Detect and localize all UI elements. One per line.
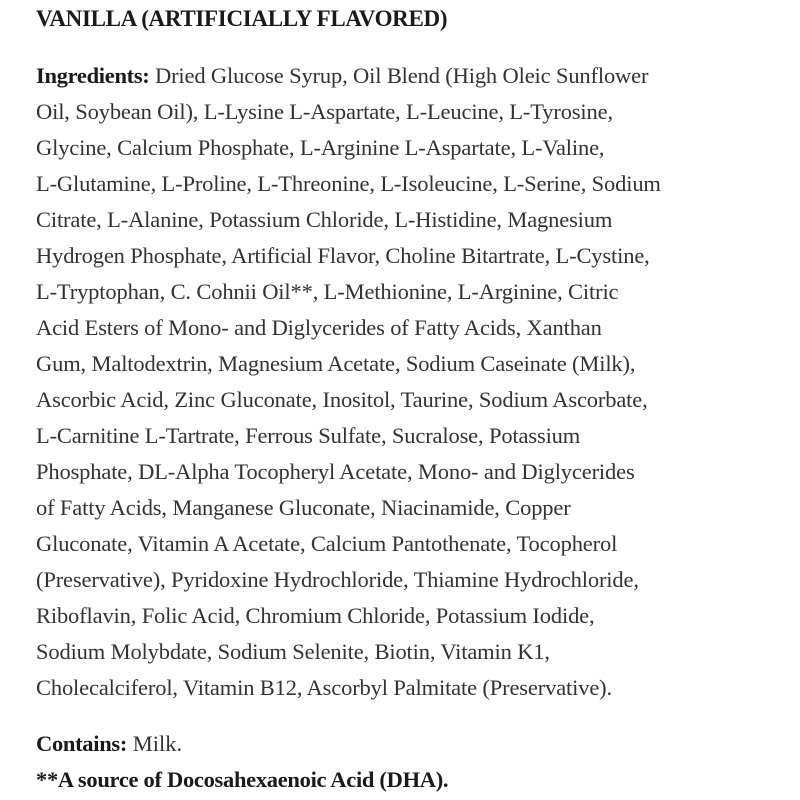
ingredients-line: Gluconate, Vitamin A Acetate, Calcium Pantothenate, Tocopherol [36,531,618,556]
ingredients-line: Ascorbic Acid, Zinc Gluconate, Inositol, Taurine, Sodium Ascorbate, [36,387,648,412]
ingredients-line: L-Tryptophan, C. Cohnii Oil**, L-Methionine, L-Arginine, Citric [36,279,619,304]
flavor-title: VANILLA (ARTIFICIALLY FLAVORED) [36,6,448,31]
dha-footnote: **A source of Docosahexaenoic Acid (DHA). [36,767,449,792]
ingredients-line: Sodium Molybdate, Sodium Selenite, Biotin, Vitamin K1, [36,639,550,664]
ingredients-block [36,58,776,706]
ingredients-line: of Fatty Acids, Manganese Gluconate, Niacinamide, Copper [36,495,571,520]
ingredients-line: L-Carnitine L-Tartrate, Ferrous Sulfate, Sucralose, Potassium [36,423,581,448]
contains-value: Milk. [127,731,183,756]
ingredients-line: Oil, Soybean Oil), L-Lysine L-Aspartate, L-Leucine, L-Tyrosine, [36,99,613,124]
ingredients-line: Acid Esters of Mono- and Diglycerides of Fatty Acids, Xanthan [36,315,602,340]
ingredients-line: Gum, Maltodextrin, Magnesium Acetate, Sodium Caseinate (Milk), [36,351,636,376]
ingredients-line: Phosphate, DL-Alpha Tocopheryl Acetate, Mono- and Diglycerides [36,459,635,484]
ingredients-line: Riboflavin, Folic Acid, Chromium Chloride, Potassium Iodide, [36,603,595,628]
ingredients-label: Ingredients: [36,63,150,88]
ingredients-line: L-Glutamine, L-Proline, L-Threonine, L-Isoleucine, L-Serine, Sodium [36,171,661,196]
ingredients-line [36,58,776,94]
ingredients-line: Hydrogen Phosphate, Artificial Flavor, Choline Bitartrate, L-Cystine, [36,243,650,268]
ingredients-line: (Preservative), Pyridoxine Hydrochloride, Thiamine Hydrochloride, [36,567,639,592]
ingredients-text: Dried Glucose Syrup, Oil Blend (High Oleic Sunflower [149,63,649,88]
ingredients-line: Citrate, L-Alanine, Potassium Chloride, L-Histidine, Magnesium [36,207,613,232]
allergen-statement [36,727,182,761]
contains-label: Contains: [36,731,128,756]
ingredients-line: Glycine, Calcium Phosphate, L-Arginine L-Aspartate, L-Valine, [36,135,605,160]
ingredients-line: Cholecalciferol, Vitamin B12, Ascorbyl Palmitate (Preservative). [36,675,612,700]
